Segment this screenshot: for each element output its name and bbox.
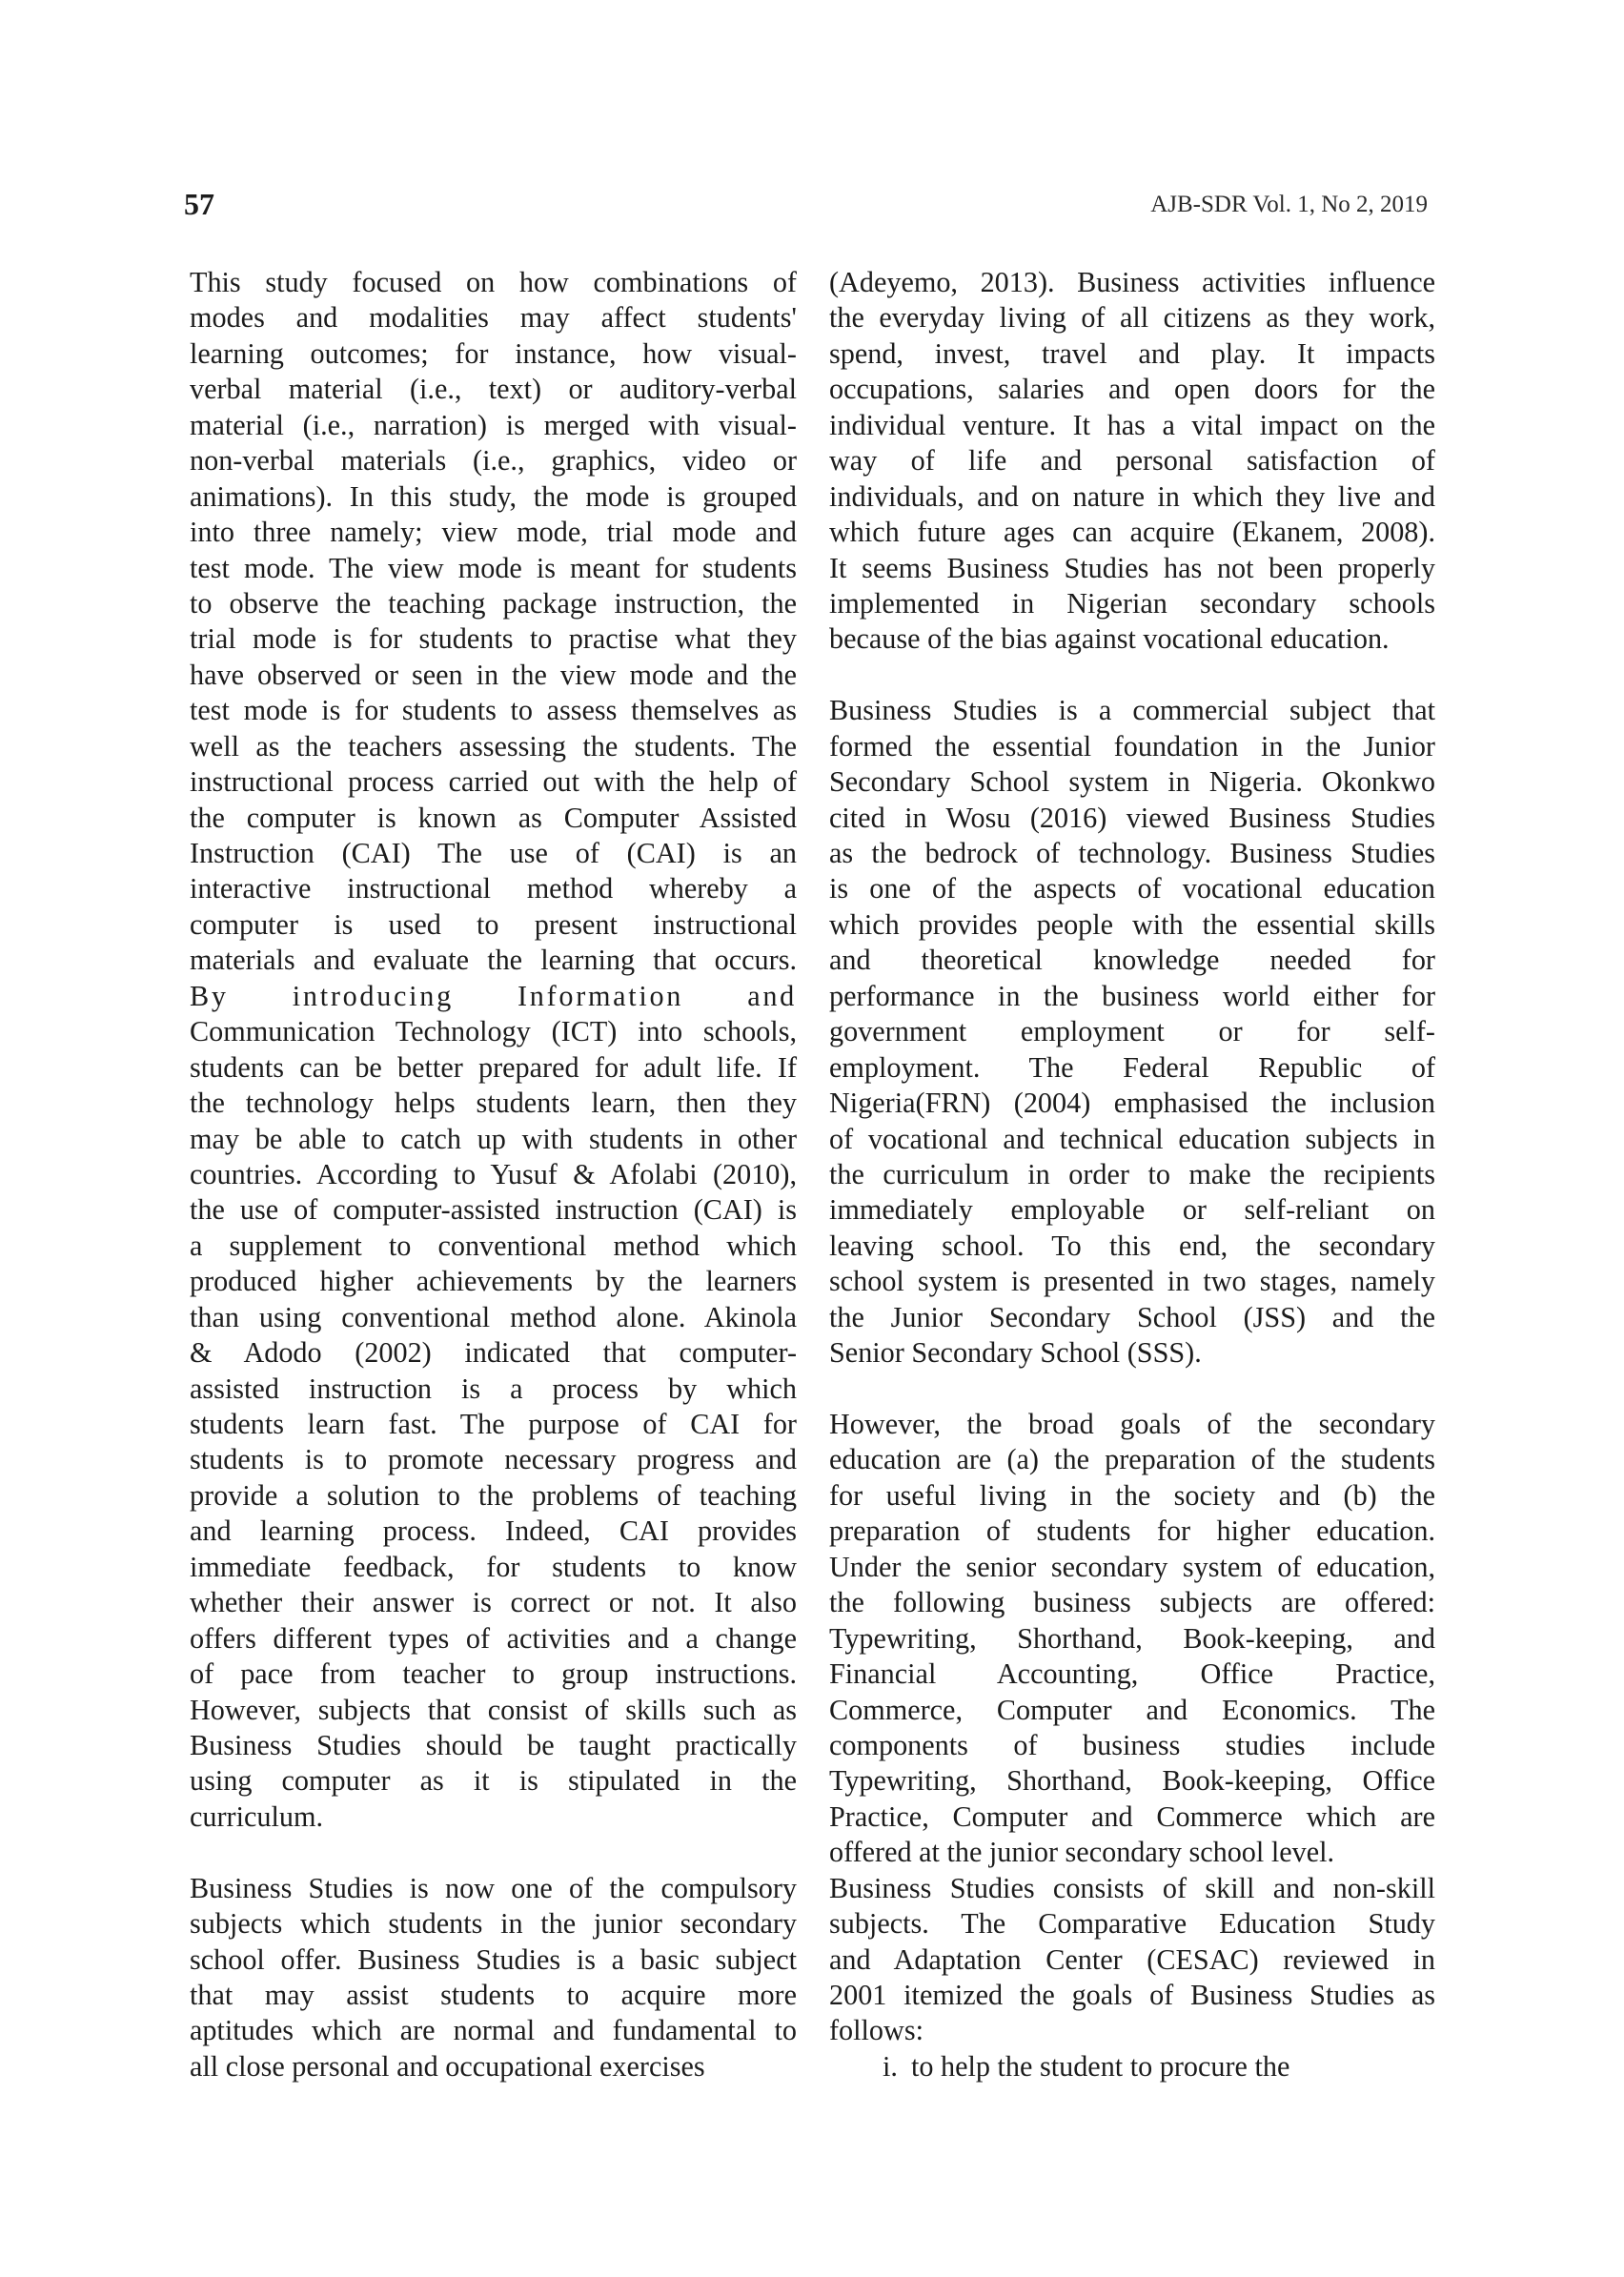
text-line: government employment or for self- [829, 1015, 1435, 1048]
text-line: 2001 itemized the goals of Business Studies as [829, 1979, 1435, 2011]
text-line: However, the broad goals of the secondary [829, 1408, 1435, 1440]
text-line: of vocational and technical education subjects in [829, 1122, 1435, 1155]
text-line: students can be better prepared for adult life. If [190, 1050, 797, 1084]
paragraph [190, 1871, 797, 2085]
text-line: than using conventional method alone. Akinola [190, 1300, 797, 1333]
text-line: offers different types of activities and a change [190, 1621, 797, 1655]
text-line: verbal material (i.e., text) or auditory-verbal [190, 373, 797, 406]
text-line: school system is presented in two stages, namely [829, 1265, 1435, 1298]
text-line: Business Studies is a commercial subject that [829, 694, 1435, 727]
text-line: Commerce, Computer and Economics. The [829, 1693, 1435, 1726]
paragraph [829, 693, 1435, 1371]
text-line: a supplement to conventional method which [190, 1229, 797, 1262]
text-line: test mode is for students to assess themselves as [190, 694, 797, 727]
text-line: and theoretical knowledge needed for [829, 944, 1435, 977]
text-line: aptitudes which are normal and fundamental to [190, 2014, 797, 2047]
paragraph [829, 1407, 1435, 1871]
text-line: spend, invest, travel and play. It impacts [829, 336, 1435, 370]
text-line: Business Studies consists of skill and non-skill [829, 1871, 1435, 1904]
text-line: immediate feedback, for students to know [190, 1550, 797, 1583]
text-line: to observe the teaching package instruction, the [190, 586, 797, 620]
text-line: leaving school. To this end, the secondary [829, 1229, 1435, 1262]
text-line: education are (a) the preparation of the students [829, 1443, 1435, 1476]
text-line: This study focused on how combinations of [190, 266, 797, 298]
text-line: the computer is known as Computer Assisted [190, 801, 797, 834]
text-line: have observed or seen in the view mode and the [190, 658, 797, 691]
text-line: that may assist students to acquire more [190, 1979, 797, 2011]
text-line: the curriculum in order to make the recipients [829, 1157, 1435, 1190]
text-line: and Adaptation Center (CESAC) reviewed in [829, 1942, 1435, 1976]
text-line: Under the senior secondary system of education, [829, 1550, 1435, 1583]
text-line: & Adodo (2002) indicated that computer- [190, 1336, 797, 1370]
text-line: individuals, and on nature in which they live and [829, 479, 1435, 513]
text-line: cited in Wosu (2016) viewed Business Studies [829, 801, 1435, 834]
text-line: the technology helps students learn, then they [190, 1087, 797, 1120]
text-line: of pace from teacher to group instructions. [190, 1657, 797, 1691]
text-line: follows: [829, 2014, 924, 2047]
text-line: assisted instruction is a process by which [190, 1372, 797, 1405]
text-line: Instruction (CAI) The use of (CAI) is an [190, 837, 797, 869]
text-line: all close personal and occupational exercises [190, 2049, 705, 2083]
text-line: subjects which students in the junior secondary [190, 1907, 797, 1941]
text-line: subjects. The Comparative Education Study [829, 1907, 1435, 1941]
text-line: is one of the aspects of vocational education [829, 872, 1435, 905]
text-line: components of business studies include [829, 1728, 1435, 1761]
text-line: materials and evaluate the learning that occurs. [190, 944, 797, 977]
text-line: preparation of students for higher education. [829, 1515, 1435, 1548]
text-line: interactive instructional method whereby a [190, 872, 797, 905]
text-line: non-verbal materials (i.e., graphics, video or [190, 444, 797, 478]
text-line: the use of computer-assisted instruction (CAI) is [190, 1193, 797, 1227]
text-line: the Junior Secondary School (JSS) and the [829, 1300, 1435, 1333]
text-line: Financial Accounting, Office Practice, [829, 1657, 1435, 1691]
paragraph-gap [829, 658, 1435, 693]
text-line: However, subjects that consist of skills such as [190, 1693, 797, 1726]
text-line: using computer as it is stipulated in the [190, 1764, 797, 1798]
paragraph-gap [190, 1835, 797, 1870]
text-line: computer is used to present instructional [190, 907, 797, 941]
paragraph-gap [829, 1372, 1435, 1407]
text-line: may be able to catch up with students in other [190, 1122, 797, 1155]
text-line: Typewriting, Shorthand, Book-keeping, and [829, 1621, 1435, 1655]
paragraph [829, 265, 1435, 658]
text-line: Practice, Computer and Commerce which are [829, 1799, 1435, 1833]
text-line: Communication Technology (ICT) into schools, [190, 1015, 797, 1048]
text-line: school offer. Business Studies is a basic subject [190, 1942, 797, 1976]
text-line: Typewriting, Shorthand, Book-keeping, Office [829, 1764, 1435, 1798]
text-line: It seems Business Studies has not been properly [829, 551, 1435, 584]
text-line: Secondary School system in Nigeria. Okonkwo [829, 765, 1435, 799]
text-line: immediately employable or self-reliant on [829, 1193, 1435, 1227]
text-line: for useful living in the society and (b) the [829, 1478, 1435, 1512]
text-line: animations). In this study, the mode is grouped [190, 479, 797, 513]
list-marker: i. [883, 2049, 898, 2083]
text-line: By introducing Information and [190, 979, 797, 1012]
text-line: well as the teachers assessing the students. The [190, 729, 797, 762]
text-line: Senior Secondary School (SSS). [829, 1336, 1202, 1370]
text-line: formed the essential foundation in the Junior [829, 729, 1435, 762]
paragraph [829, 1871, 1435, 2049]
text-line: (Adeyemo, 2013). Business activities influence [829, 266, 1435, 298]
paragraph [190, 265, 797, 1835]
text-line: students learn fast. The purpose of CAI for [190, 1408, 797, 1440]
text-line: individual venture. It has a vital impact on the [829, 408, 1435, 441]
text-line: Business Studies is now one of the compulsory [190, 1871, 797, 1904]
text-line: students is to promote necessary progress and [190, 1443, 797, 1476]
text-line: occupations, salaries and open doors for the [829, 373, 1435, 406]
text-line: as the bedrock of technology. Business Studies [829, 837, 1435, 869]
text-line: which provides people with the essential skills [829, 907, 1435, 941]
text-line: Nigeria(FRN) (2004) emphasised the inclusion [829, 1087, 1435, 1120]
list-item [829, 2049, 1435, 2084]
text-line: way of life and personal satisfaction of [829, 444, 1435, 478]
text-line: because of the bias against vocational education. [829, 622, 1390, 656]
running-header: AJB-SDR Vol. 1, No 2, 2019 [1150, 192, 1428, 217]
right-column [829, 265, 1435, 2084]
text-line: learning outcomes; for instance, how visual- [190, 336, 797, 370]
text-line: modes and modalities may affect students' [190, 301, 797, 335]
text-line: the following business subjects are offered: [829, 1586, 1435, 1619]
text-line: countries. According to Yusuf & Afolabi (2010), [190, 1157, 797, 1190]
text-line: provide a solution to the problems of teaching [190, 1478, 797, 1512]
text-line: offered at the junior secondary school level. [829, 1836, 1335, 1869]
list-item-text: to help the student to procure the [911, 2049, 1290, 2083]
text-line: whether their answer is correct or not. It also [190, 1586, 797, 1619]
left-column [190, 265, 797, 2084]
text-line: into three namely; view mode, trial mode and [190, 516, 797, 549]
text-line: trial mode is for students to practise what they [190, 622, 797, 656]
text-line: employment. The Federal Republic of [829, 1050, 1435, 1084]
text-line: implemented in Nigerian secondary schools [829, 586, 1435, 620]
text-line: material (i.e., narration) is merged with visual- [190, 408, 797, 441]
text-line: the everyday living of all citizens as they work, [829, 301, 1435, 335]
text-line: which future ages can acquire (Ekanem, 2008). [829, 516, 1435, 549]
page-number: 57 [184, 187, 214, 221]
text-line: and learning process. Indeed, CAI provides [190, 1515, 797, 1548]
text-line: curriculum. [190, 1799, 323, 1833]
text-line: Business Studies should be taught practically [190, 1728, 797, 1761]
text-line: produced higher achievements by the learners [190, 1265, 797, 1298]
text-line: test mode. The view mode is meant for students [190, 551, 797, 584]
text-line: instructional process carried out with the help of [190, 765, 797, 799]
text-line: performance in the business world either for [829, 979, 1435, 1012]
